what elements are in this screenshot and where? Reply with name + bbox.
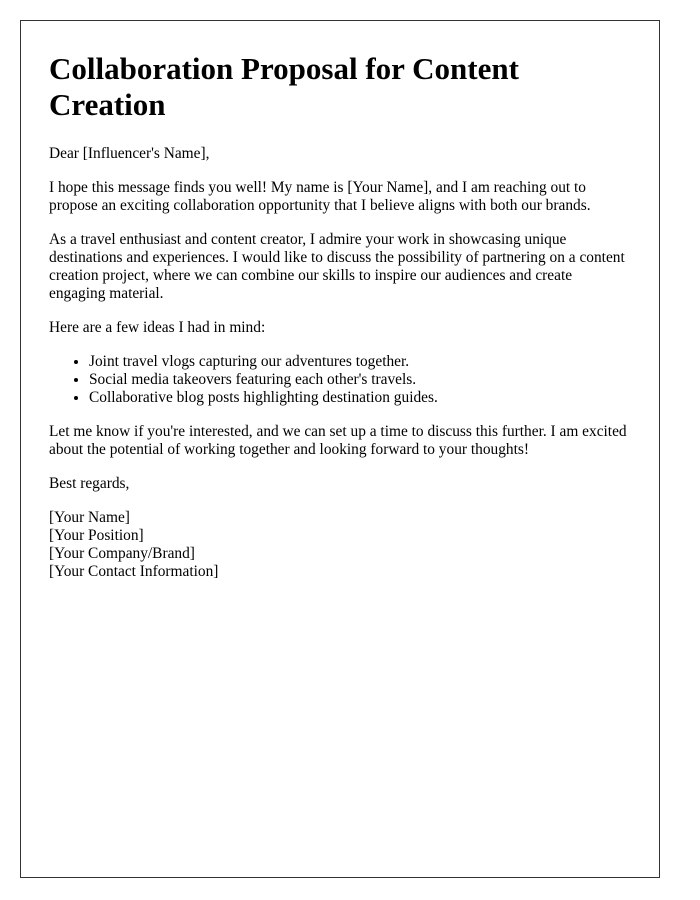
intro-paragraph: I hope this message finds you well! My name is [Your Name], and I am reaching out to propose an exciting collaboration opportunity that I believe aligns with both our brands. (49, 179, 591, 214)
ideas-intro: Here are a few ideas I had in mind: (49, 319, 266, 336)
signature-name: [Your Name] (49, 509, 130, 526)
list-item: • Joint travel vlogs capturing our adventures together. (89, 353, 631, 371)
ideas-list (49, 353, 631, 407)
sign-off: Best regards, (49, 475, 130, 492)
closing-paragraph: Let me know if you're interested, and we can set up a time to discuss this further. I am excited about the potential of working together and looking forward to your thoughts! (49, 423, 627, 458)
letter-title: Collaboration Proposal for Content Creation (49, 51, 519, 122)
admiration-paragraph: As a travel enthusiast and content creator, I admire your work in showcasing unique destinations and experiences. I would like to discuss the possibility of partnering on a content creation project, where we can combine our skills to inspire our audiences and create engaging material. (49, 231, 625, 302)
salutation: Dear [Influencer's Name], (49, 145, 210, 162)
signature-position: [Your Position] (49, 527, 144, 544)
signature-contact: [Your Contact Information] (49, 563, 219, 580)
letter-page (20, 20, 660, 878)
signature-company: [Your Company/Brand] (49, 545, 195, 562)
signature-block (49, 509, 631, 581)
list-item: • Collaborative blog posts highlighting destination guides. (89, 389, 631, 407)
list-item: • Social media takeovers featuring each other's travels. (89, 371, 631, 389)
